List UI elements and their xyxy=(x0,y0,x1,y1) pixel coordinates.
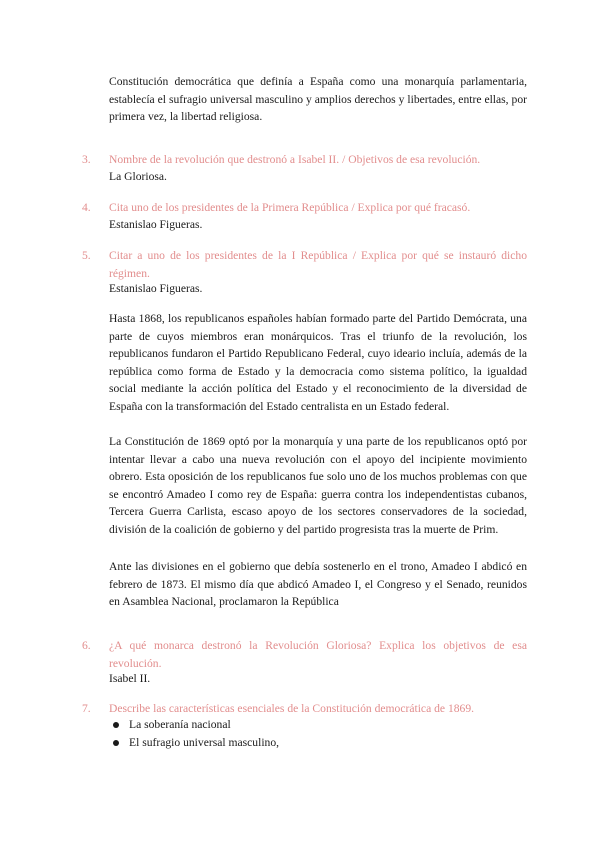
answer-paragraph: Hasta 1868, los republicanos españoles habían formado parte del Partido Demócrata, una parte de cuyos miembros eran monárquicos. Tras el triunfo de la revolución, los republicanos fundaron el Partido Republicano Federal, cuyo ideario incluía, además de la república como forma de Estado y la democracia como sistema político, la igualdad social mediante la acción política del Estado y el reconocimiento de la diversidad de España con la transformación del Estado centralista en un Estado federal. xyxy=(109,312,527,413)
question-text: Nombre de la revolución que destronó a Isabel II. / Objetivos de esa revolución. xyxy=(109,153,481,166)
question-text: Describe las características esenciales de la Constitución democrática de 1869. xyxy=(109,702,475,715)
answer-paragraph: La Constitución de 1869 optó por la monarquía y una parte de los republicanos optó por intentar llevar a cabo una nueva revolución con el apoyo del incipiente movimiento obrero. Esta oposición de los republicanos fue solo uno de los muchos problemas con que se encontró Amadeo I como rey de España: guerra contra los independentistas cubanos, Tercera Guerra Carlista, escaso apoyo de los sectores conservadores de la sociedad, división de la coalición de gobierno y del partido progresista tras la muerte de Prim. xyxy=(109,435,527,536)
question-text: Citar a uno de los presidentes de la I República / Explica por qué se instauró dicho régimen. xyxy=(109,249,527,280)
answer-text: La Gloriosa. xyxy=(109,170,167,183)
question-number: 7. xyxy=(82,702,91,715)
list-item xyxy=(109,716,279,734)
list-item-text: La soberanía nacional xyxy=(129,718,231,731)
answer-text: Estanislao Figueras. xyxy=(109,218,203,231)
characteristics-list xyxy=(109,716,279,751)
list-item-text: El sufragio universal masculino, xyxy=(129,735,280,749)
answer-text: Isabel II. xyxy=(109,672,151,685)
question-number: 3. xyxy=(82,153,91,166)
bullet-icon xyxy=(113,740,119,746)
bullet-icon xyxy=(113,722,119,728)
question-text: ¿A qué monarca destronó la Revolución Gloriosa? Explica los objetivos de esa revolución. xyxy=(109,639,527,670)
question-number: 6. xyxy=(82,639,91,652)
list-item xyxy=(109,734,279,752)
question-number: 4. xyxy=(82,201,91,214)
intro-paragraph: Constitución democrática que definía a España como una monarquía parlamentaria, establecía el sufragio universal masculino y amplios derechos y libertades, entre ellas, por primera vez, la libertad religiosa. xyxy=(109,75,527,124)
question-text: Cita uno de los presidentes de la Primera República / Explica por qué fracasó. xyxy=(109,201,471,214)
question-number: 5. xyxy=(82,249,91,262)
answer-text: Estanislao Figueras. xyxy=(109,282,203,295)
answer-paragraph: Ante las divisiones en el gobierno que debía sostenerlo en el trono, Amadeo I abdicó en febrero de 1873. El mismo día que abdicó Amadeo I, el Congreso y el Senado, reunidos en Asamblea Nacional, proclamaron la República xyxy=(109,560,527,609)
